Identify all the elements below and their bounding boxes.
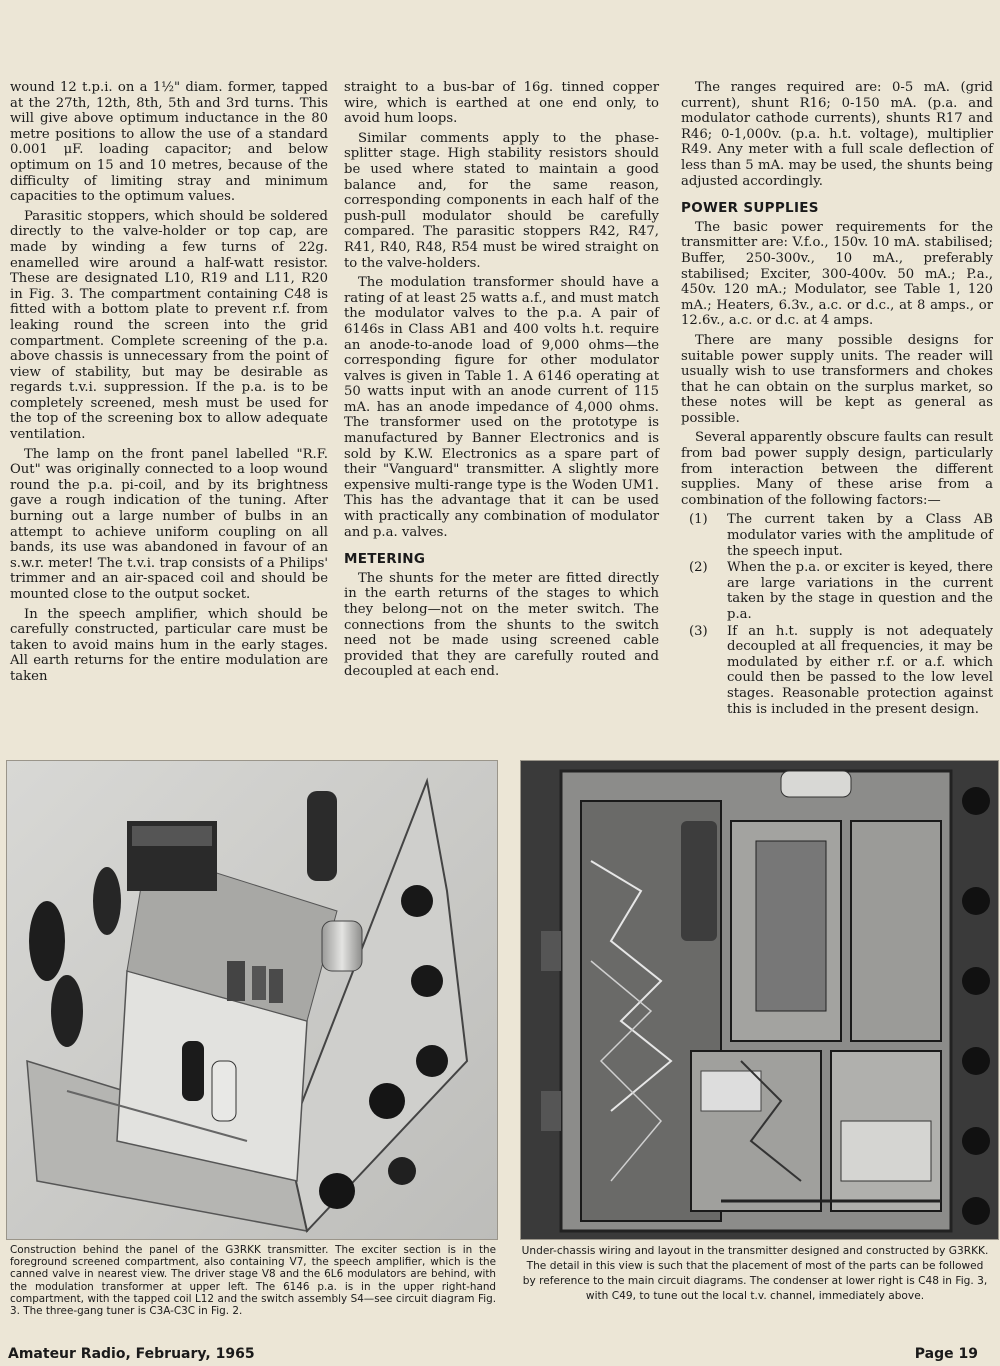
paragraph: The shunts for the meter are fitted directly in the earth returns of the stages to which they belong—not on the meter switch. The connections from the shunts to the switch need not be made using screened cable provided that they are carefully routed and decoupled at each end. <box>344 570 659 680</box>
under-chassis-wiring-photo <box>520 760 999 1240</box>
paragraph: Several apparently obscure faults can result from bad power supply design, particularly from interaction between the different supplies. Many of these arise from a combination of the following factors:— <box>681 430 993 508</box>
paragraph: The basic power requirements for the transmitter are: V.f.o., 150v. 10 mA. stabilised; Buffer, 250-300v., 10 mA., preferably stabilised; Exciter, 300-400v. 50 mA.; P.a., 450v. 120 mA.; Modulator, see Table 1, 120 mA.; Heaters, 6.3v., a.c. or d.c., at 8 amps., or 12.6v., a.c. or d.c. at 4 amps. <box>681 219 993 329</box>
paragraph: There are many possible designs for suitable power supply units. The reader will usually wish to use transformers and chokes that he can obtain on the surplus market, so these notes will be kept as general as possible. <box>681 332 993 426</box>
paragraph: Parasitic stoppers, which should be soldered directly to the valve-holder or top cap, are made by winding a few turns of 22g. enamelled wire around a half-watt resistor. These are designated L10, R19 and L11, R20 in Fig. 3. The compartment containing C48 is fitted with a bottom plate to prevent r.f. from leaking round the screen into the grid compartment. Complete screening of the p.a. above chassis is unnecessary from the point of view of stability, but may be desirable as regards t.v.i. suppression. If the p.a. is to be completely screened, mesh must be used for the top of the screening box to allow adequate ventilation. <box>10 208 328 443</box>
list-item <box>681 560 993 622</box>
text-column-2 <box>344 80 659 684</box>
paragraph: straight to a bus-bar of 16g. tinned copper wire, which is earthed at one end only, to avoid hum loops. <box>344 80 659 127</box>
paragraph: The lamp on the front panel labelled "R.F. Out" was originally connected to a loop wound round the p.a. pi-coil, and by its brightness gave a rough indication of the tuning. After burning out a large number of bulbs in an attempt to achieve uniform coupling on all bands, its use was abandoned in favour of an s.w.r. meter! The t.v.i. trap consists of a Philips' trimmer and an air-spaced coil and should be mounted close to the output socket. <box>10 446 328 602</box>
list-item-text: When the p.a. or exciter is keyed, there are large variations in the current taken by the stage in question and the p.a. <box>727 560 993 622</box>
text-column-1 <box>10 80 328 689</box>
list-item-number: (3) <box>689 623 708 639</box>
list-item <box>681 624 993 718</box>
section-heading-metering: METERING <box>344 551 426 568</box>
text-column-3 <box>681 80 993 718</box>
list-item-number: (1) <box>689 512 708 528</box>
paragraph: In the speech amplifier, which should be carefully constructed, particular care must be taken to avoid mains hum in the early stages. All earth returns for the entire modulation are taken <box>10 606 328 684</box>
page-number: Page 19 <box>914 1346 978 1362</box>
paragraph: The ranges required are: 0-5 mA. (grid current), shunt R16; 0-150 mA. (p.a. and modulator cathode currents), shunts R17 and R46; 0-1,000v. (p.a. h.t. voltage), multiplier R49. Any meter with a full scale deflection of less than 5 mA. may be used, the shunts being adjusted accordingly. <box>681 80 993 189</box>
photo-caption-left: Construction behind the panel of the G3RKK transmitter. The exciter section is in the foreground screened compartment, also containing V7, the speech amplifier, which is the canned valve in nearest view. The driver stage V8 and the 6L6 modulators are behind, with the modulation transformer at upper left. The 6146 p.a. is in the upper right-hand compartment, with the tapped coil L12 and the switch assembly S4—see circuit diagram Fig. 3. The three-gang tuner is C3A-C3C in Fig. 2. <box>10 1244 496 1318</box>
list-item-number: (2) <box>689 560 708 576</box>
transmitter-construction-photo <box>6 760 498 1240</box>
photo-caption-right: Under-chassis wiring and layout in the transmitter designed and constructed by G3RKK. The detail in this view is such that the placement of most of the parts can be followed by reference to the main circuit diagrams. The condenser at lower right is C48 in Fig. 3, with C49, to tune out the local t.v. channel, immediately above. <box>521 1245 989 1302</box>
factors-list <box>681 512 993 717</box>
paragraph: wound 12 t.p.i. on a 1½" diam. former, tapped at the 27th, 12th, 8th, 5th and 3rd turns. This will give above optimum inductance in the 80 metre positions to allow the use of a standard 0.001 μF. loading capacitor; and below optimum on 15 and 10 metres, because of the difficulty of limiting stray and minimum capacities to the optimum values. <box>10 80 328 205</box>
list-item-text: If an h.t. supply is not adequately decoupled at all frequencies, it may be modulated by either r.f. or a.f. which could then be passed to the low level stages. Reasonable protection against this is included in the present design. <box>727 623 993 717</box>
paragraph: Similar comments apply to the phase-splitter stage. High stability resistors should be used where stated to maintain a good balance and, for the same reason, corresponding components in each half of the push-pull modulator should be carefully compared. The parasitic stoppers R42, R47, R41, R40, R48, R54 must be wired straight on to the valve-holders. <box>344 130 659 271</box>
publication-footer: Amateur Radio, February, 1965 <box>8 1346 255 1362</box>
list-item-text: The current taken by a Class AB modulator varies with the amplitude of the speech input. <box>727 512 993 559</box>
paragraph: The modulation transformer should have a rating of at least 25 watts a.f., and must match the modulator valves to the p.a. A pair of 6146s in Class AB1 and 400 volts h.t. require an anode-to-anode load of 9,000 ohms—the corresponding figure for other modulator valves is given in Table 1. A 6146 operating at 50 watts input with an anode current of 115 mA. has an anode impedance of 4,000 ohms. The transformer used on the prototype is manufactured by Banner Electronics and is sold by K.W. Electronics as a spare part of their "Vanguard" transmitter. A slightly more expensive multi-range type is the Woden UM1. This has the advantage that it can be used with practically any combination of modulator and p.a. valves. <box>344 275 659 540</box>
list-item <box>681 512 993 559</box>
section-heading-power-supplies: POWER SUPPLIES <box>681 200 819 217</box>
